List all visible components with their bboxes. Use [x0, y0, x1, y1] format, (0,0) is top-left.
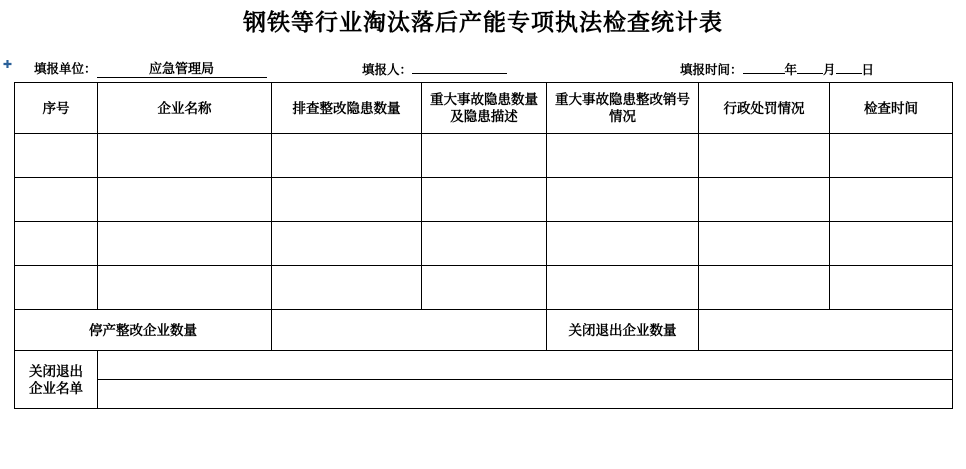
date-year-unit: 年: [784, 63, 798, 77]
cell-inspection-time[interactable]: [830, 134, 953, 178]
cell-inspection-time[interactable]: [830, 178, 953, 222]
statistics-table: [14, 82, 953, 409]
cell-company-name[interactable]: [98, 134, 272, 178]
table-row: [15, 222, 953, 266]
cell-index[interactable]: [15, 134, 98, 178]
table-row: [15, 266, 953, 310]
anchor-marker-icon: ✚: [2, 59, 13, 71]
cell-penalty[interactable]: [699, 222, 830, 266]
report-date-label: 填报时间：: [680, 63, 743, 77]
cell-major-hazard-desc[interactable]: [422, 266, 547, 310]
header-cell-penalty: 行政处罚情况: [699, 83, 830, 134]
cell-major-hazard-rectification[interactable]: [547, 266, 699, 310]
date-year-input[interactable]: [743, 73, 785, 74]
header-cell-company-name: 企业名称: [98, 83, 272, 134]
closed-company-list-value-2[interactable]: [98, 380, 953, 409]
reporter-value[interactable]: [412, 73, 507, 74]
table-header-row: [15, 83, 953, 134]
cell-company-name[interactable]: [98, 178, 272, 222]
table-row: [15, 178, 953, 222]
cell-hazard-count[interactable]: [272, 178, 422, 222]
closed-list-row-2: [15, 380, 953, 409]
cell-major-hazard-rectification[interactable]: [547, 222, 699, 266]
report-unit-label: 填报单位：: [34, 62, 97, 76]
closed-company-list-label-line2: 企业名单: [29, 380, 83, 396]
page-title: 钢铁等行业淘汰落后产能专项执法检查统计表: [243, 10, 723, 35]
closed-list-row-1: [15, 351, 953, 380]
closed-company-list-label: [15, 351, 98, 409]
table-row: [15, 134, 953, 178]
cell-penalty[interactable]: [699, 134, 830, 178]
cell-inspection-time[interactable]: [830, 222, 953, 266]
cell-major-hazard-rectification[interactable]: [547, 134, 699, 178]
cell-inspection-time[interactable]: [830, 266, 953, 310]
cell-company-name[interactable]: [98, 222, 272, 266]
reporter-field: [362, 60, 507, 78]
closed-companies-label: 关闭退出企业数量: [547, 310, 699, 351]
header-cell-major-hazard-desc: 重大事故隐患数量及隐患描述: [422, 83, 547, 134]
cell-major-hazard-desc[interactable]: [422, 178, 547, 222]
cell-hazard-count[interactable]: [272, 134, 422, 178]
closed-companies-value[interactable]: [699, 310, 953, 351]
header-cell-major-hazard-rectification: 重大事故隐患整改销号情况: [547, 83, 699, 134]
reporter-label: 填报人：: [362, 63, 413, 77]
date-month-unit: 月: [823, 63, 836, 77]
cell-company-name[interactable]: [98, 266, 272, 310]
cell-major-hazard-desc[interactable]: [422, 134, 547, 178]
date-day-unit: 日: [861, 63, 875, 77]
header-cell-hazard-count: 排查整改隐患数量: [272, 83, 422, 134]
cell-index[interactable]: [15, 266, 98, 310]
suspended-companies-label: 停产整改企业数量: [15, 310, 272, 351]
suspended-companies-value[interactable]: [272, 310, 547, 351]
closed-company-list-label-line1: 关闭退出: [29, 363, 83, 379]
header-cell-inspection-time: 检查时间: [830, 83, 953, 134]
report-date-field: [680, 60, 874, 78]
date-day-input[interactable]: [836, 73, 862, 74]
meta-row: [0, 56, 966, 78]
cell-hazard-count[interactable]: [272, 222, 422, 266]
summary-row: [15, 310, 953, 351]
cell-major-hazard-rectification[interactable]: [547, 178, 699, 222]
cell-penalty[interactable]: [699, 266, 830, 310]
closed-company-list-value-1[interactable]: [98, 351, 953, 380]
cell-hazard-count[interactable]: [272, 266, 422, 310]
cell-index[interactable]: [15, 178, 98, 222]
report-unit-field: [34, 58, 267, 78]
header-cell-index: 序号: [15, 83, 98, 134]
cell-penalty[interactable]: [699, 178, 830, 222]
report-unit-value[interactable]: 应急管理局: [97, 58, 267, 78]
date-month-input[interactable]: [797, 73, 823, 74]
document-page: [0, 6, 966, 469]
cell-index[interactable]: [15, 222, 98, 266]
cell-major-hazard-desc[interactable]: [422, 222, 547, 266]
